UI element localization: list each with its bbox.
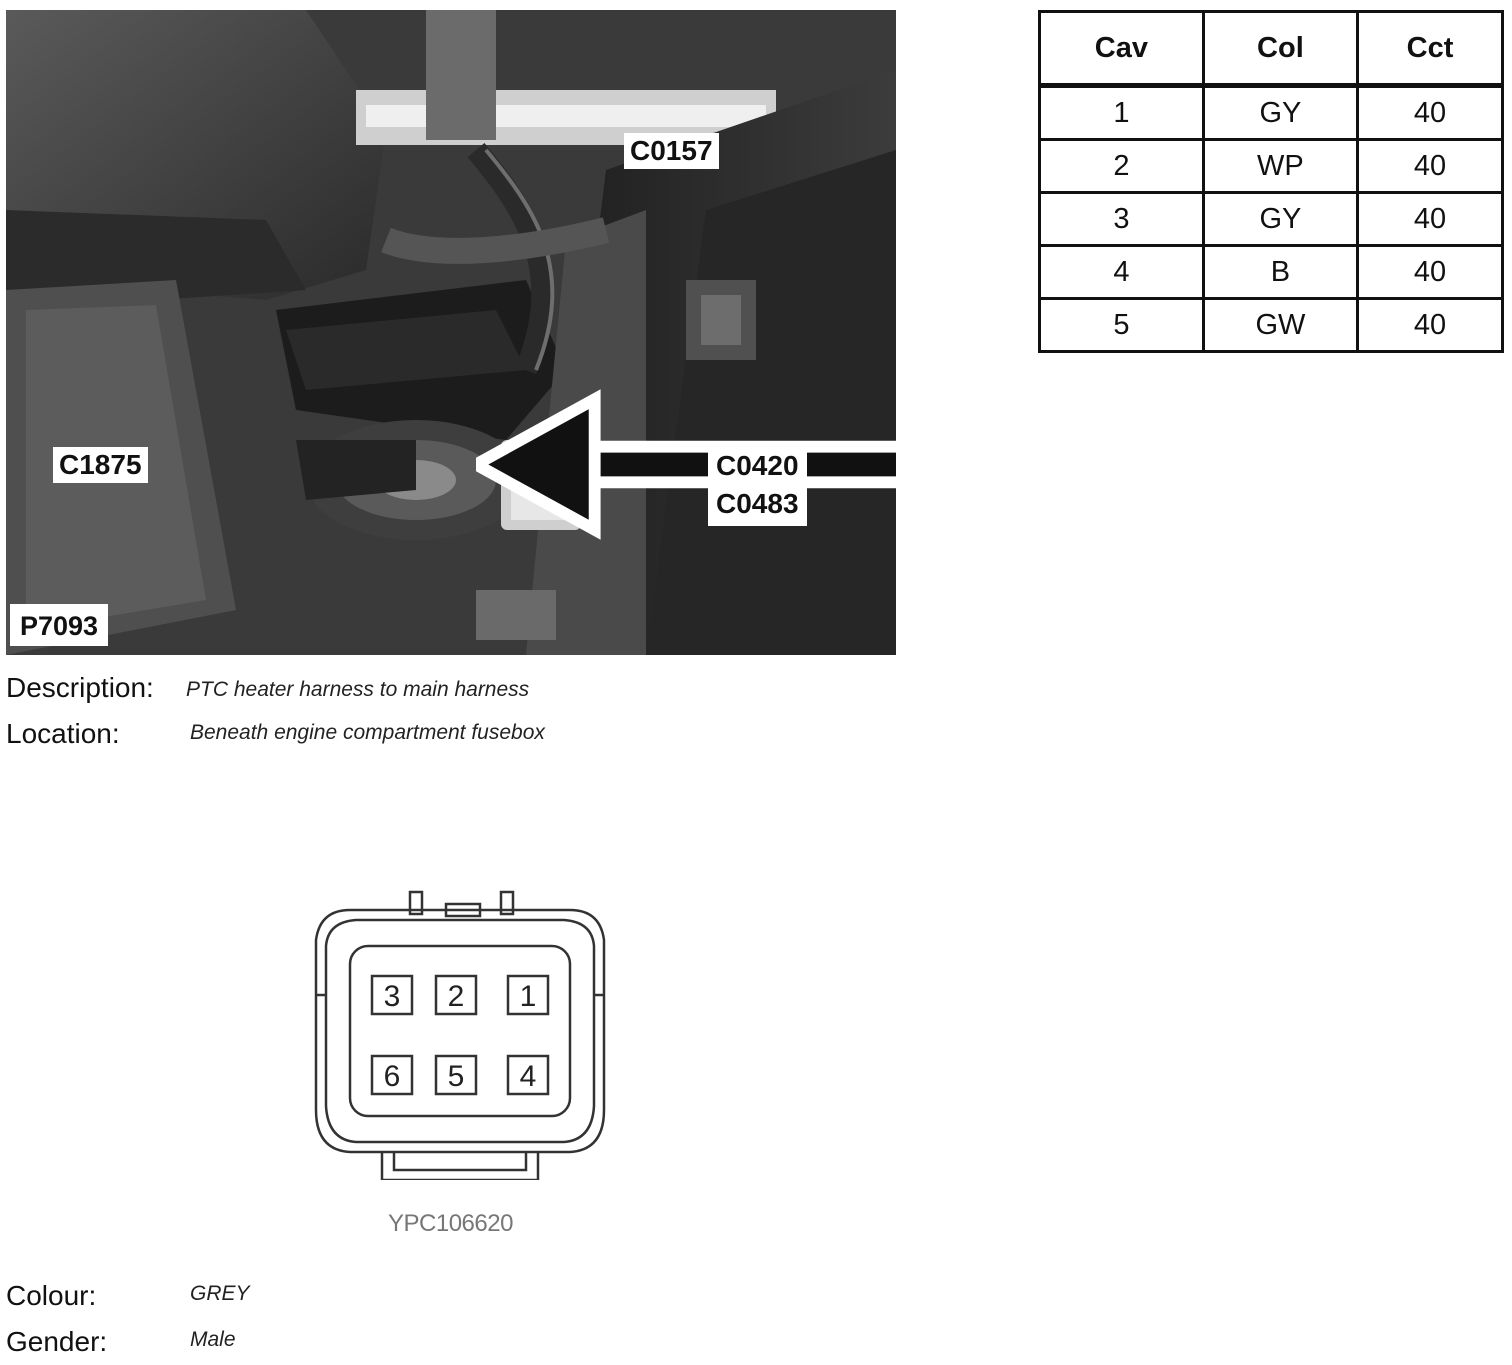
cell-col: GW (1203, 299, 1357, 352)
cell-col: B (1203, 246, 1357, 299)
callout-c0420: C0420 (716, 450, 799, 481)
pin-5-label: 5 (447, 1060, 465, 1093)
cell-cav: 2 (1040, 140, 1204, 193)
description-value: PTC heater harness to main harness (186, 678, 530, 701)
cell-cav: 1 (1040, 86, 1204, 140)
table-header-row (1040, 12, 1503, 86)
description-label: Description: (6, 672, 154, 703)
gender-label: Gender: (6, 1326, 108, 1357)
cavity-table (1038, 10, 1504, 353)
connector-location-photo (6, 10, 896, 655)
connector-face-diagram (300, 880, 620, 1180)
location-label: Location: (6, 718, 120, 749)
colour-value: GREY (190, 1282, 250, 1305)
callout-c1875: C1875 (53, 447, 148, 483)
gender-value: Male (190, 1328, 236, 1351)
header-cav: Cav (1040, 12, 1204, 86)
pin-2-label: 2 (447, 980, 465, 1013)
pin-6-label: 6 (383, 1060, 401, 1093)
table-row (1040, 246, 1503, 299)
table-row (1040, 193, 1503, 246)
cell-cct: 40 (1358, 140, 1503, 193)
cell-col: GY (1203, 86, 1357, 140)
location-value: Beneath engine compartment fusebox (190, 721, 545, 744)
cell-cav: 5 (1040, 299, 1204, 352)
cell-cct: 40 (1358, 299, 1503, 352)
header-col: Col (1203, 12, 1357, 86)
table-row (1040, 140, 1503, 193)
cell-cav: 3 (1040, 193, 1204, 246)
pin-4-label: 4 (519, 1060, 537, 1093)
cell-col: GY (1203, 193, 1357, 246)
cell-cct: 40 (1358, 246, 1503, 299)
cell-cav: 4 (1040, 246, 1204, 299)
colour-label: Colour: (6, 1280, 97, 1311)
pin-1-label: 1 (519, 980, 537, 1013)
cell-col: WP (1203, 140, 1357, 193)
table-row (1040, 86, 1503, 140)
photo-reference: P7093 (10, 604, 108, 646)
header-cct: Cct (1358, 12, 1503, 86)
cell-cct: 40 (1358, 193, 1503, 246)
callout-c0157: C0157 (624, 133, 719, 169)
callout-c0483: C0483 (716, 488, 799, 519)
cell-cct: 40 (1358, 86, 1503, 140)
table-row (1040, 299, 1503, 352)
connector-part-number: YPC106620 (388, 1210, 513, 1237)
callout-c0420-c0483 (708, 444, 807, 526)
pin-3-label: 3 (383, 980, 401, 1013)
